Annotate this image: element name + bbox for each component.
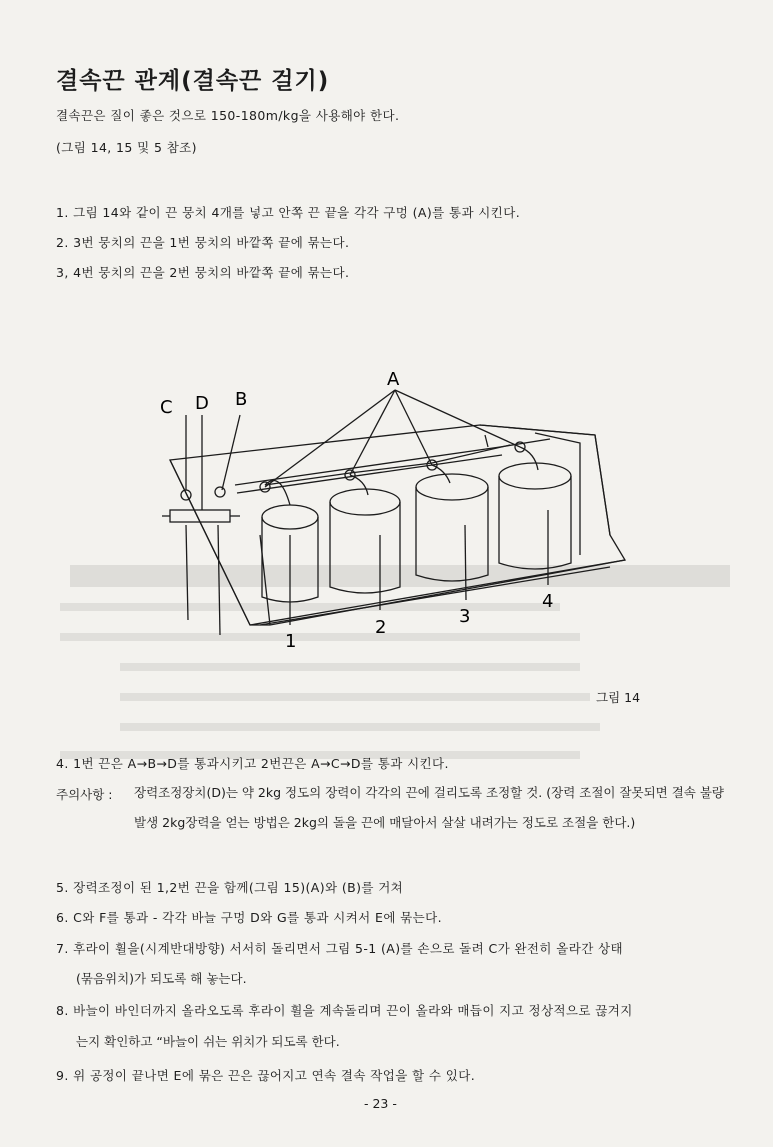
step-2: 2. 3번 뭉치의 끈을 1번 뭉치의 바깥쪽 끝에 묶는다. <box>56 235 350 250</box>
label-c: C <box>160 397 173 418</box>
label-d: D <box>195 393 209 414</box>
step-9: 9. 위 공정이 끝나면 E에 묶은 끈은 끊어지고 연속 결속 작업을 할 수 있다. <box>56 1068 476 1083</box>
step-8: 8. 바늘이 바인더까지 올라오도록 후라이 휠을 계속돌리며 끈이 올라와 매듭이 지고 정상적으로 끊겨지 <box>56 1003 633 1018</box>
label-b: B <box>235 389 248 410</box>
intro-reference: (그림 14, 15 및 5 참조) <box>56 140 197 155</box>
step-1: 1. 그림 14와 같이 끈 뭉치 4개를 넣고 안쪽 끈 끝을 각각 구멍 (A)를 통과 시킨다. <box>56 205 521 220</box>
page-number: - 23 - <box>364 1096 397 1111</box>
spool-label-1: 1 <box>285 631 297 652</box>
note-label: 주의사항 : <box>56 787 113 802</box>
spool-label-2: 2 <box>375 617 387 638</box>
step-7: 7. 후라이 휠을(시계반대방향) 서서히 돌리면서 그림 5-1 (A)를 손으로 돌려 C가 완전히 올라간 상태 <box>56 941 624 956</box>
step-5: 5. 장력조정이 된 1,2번 끈을 함께(그림 15)(A)와 (B)를 거쳐 <box>56 880 404 895</box>
twine-box-figure <box>140 335 650 665</box>
step-7-continued: (묶음위치)가 되도록 해 놓는다. <box>76 971 247 986</box>
spool-label-3: 3 <box>459 606 471 627</box>
figure-caption: 그림 14 <box>596 690 641 705</box>
step-6: 6. C와 F를 통과 - 각각 바늘 구멍 D와 G를 통과 시켜서 E에 묶는다. <box>56 910 442 925</box>
spool-label-4: 4 <box>542 591 554 612</box>
step-4: 4. 1번 끈은 A→B→D를 통과시키고 2번끈은 A→C→D를 통과 시킨다. <box>56 756 449 771</box>
step-3: 3, 4번 뭉치의 끈을 2번 뭉치의 바깥쪽 끝에 묶는다. <box>56 265 350 280</box>
note-body: 장력조정장치(D)는 약 2kg 정도의 장력이 각각의 끈에 걸리도록 조정할 것. (장력 조절이 잘못되면 결속 불량 발생 2kg장력을 얻는 방법은 2kg의 돌을 끈에 매달아서 살살 내려가는 정도로 조절을 한다.) <box>134 785 724 830</box>
page-title: 결속끈 관계(결속끈 걸기) <box>56 68 330 94</box>
step-8-continued: 는지 확인하고 “바늘이 쉬는 위치가 되도록 한다. <box>76 1034 340 1049</box>
label-a: A <box>387 369 400 390</box>
intro-line: 결속끈은 질이 좋은 것으로 150-180m/kg을 사용해야 한다. <box>56 108 400 123</box>
